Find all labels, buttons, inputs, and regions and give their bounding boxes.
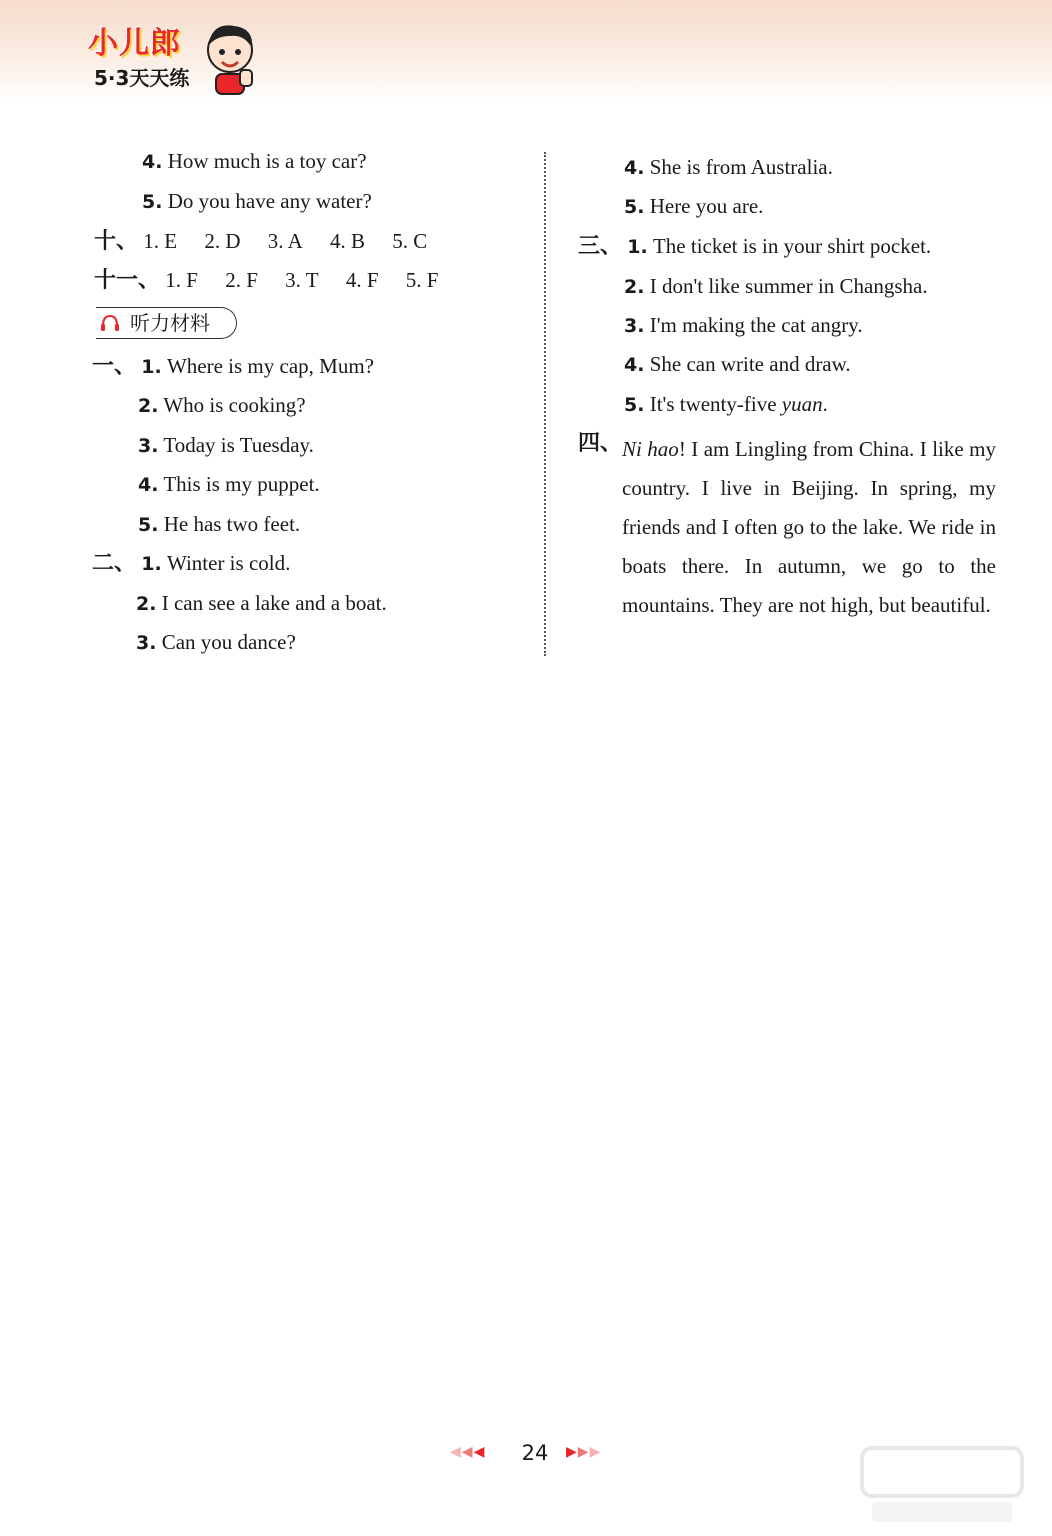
part3-item-1: 三、 1. The ticket is in your shirt pocket. (578, 234, 932, 259)
brand-logo (88, 18, 268, 98)
part1-item-4: 4. This is my puppet. (138, 472, 320, 496)
part4-label: 四、 (578, 431, 623, 456)
right-line-5: 5. Here you are. (624, 194, 764, 218)
section-11-answers: 十一、 1. F 2. F 3. T 4. F 5. F (94, 268, 439, 293)
listening-label: 听力材料 (130, 311, 210, 335)
part3-item-4: 4. She can write and draw. (624, 352, 851, 376)
prev-arrows-icon: ◀◀◀ (450, 1445, 486, 1460)
part2-item-3: 3. Can you dance? (136, 630, 296, 654)
page-footer (450, 1438, 620, 1468)
part3-item-2: 2. I don't like summer in Changsha. (624, 274, 928, 298)
logo-subtitle: 5·3天天练 (94, 66, 190, 90)
right-line-4: 4. She is from Australia. (624, 155, 833, 179)
mascot-icon (200, 18, 260, 96)
part1-item-1: 一、 1. Where is my cap, Mum? (92, 354, 374, 379)
part3-item-5: 5. It's twenty-five yuan. (624, 392, 828, 416)
listening-material-tag (96, 307, 237, 339)
part2-item-2: 2. I can see a lake and a boat. (136, 591, 387, 615)
part1-item-3: 3. Today is Tuesday. (138, 433, 314, 457)
part1-item-5: 5. He has two feet. (138, 512, 301, 536)
column-divider (544, 152, 546, 656)
watermark-icon (852, 1440, 1032, 1530)
logo-title: 小儿郎 (88, 26, 181, 61)
part4-passage: Ni hao! I am Lingling from China. I like my country. I live in Beijing. In spring, my friends and I often go to the lake. We ride in boats there. In autumn, we go to the mountains. They are not high, but beautiful. (622, 437, 997, 617)
part1-item-2: 2. Who is cooking? (138, 393, 306, 417)
left-line-4: 4. How much is a toy car? (142, 149, 367, 173)
part2-item-1: 二、 1. Winter is cold. (92, 551, 291, 576)
next-arrows-icon: ▶▶▶ (566, 1445, 602, 1460)
headphones-icon (100, 314, 120, 332)
page-number: 24 (521, 1441, 549, 1465)
section-10-answers: 十、 1. E 2. D 3. A 4. B 5. C (94, 229, 428, 254)
part3-item-3: 3. I'm making the cat angry. (624, 313, 863, 337)
left-line-5: 5. Do you have any water? (142, 189, 372, 213)
